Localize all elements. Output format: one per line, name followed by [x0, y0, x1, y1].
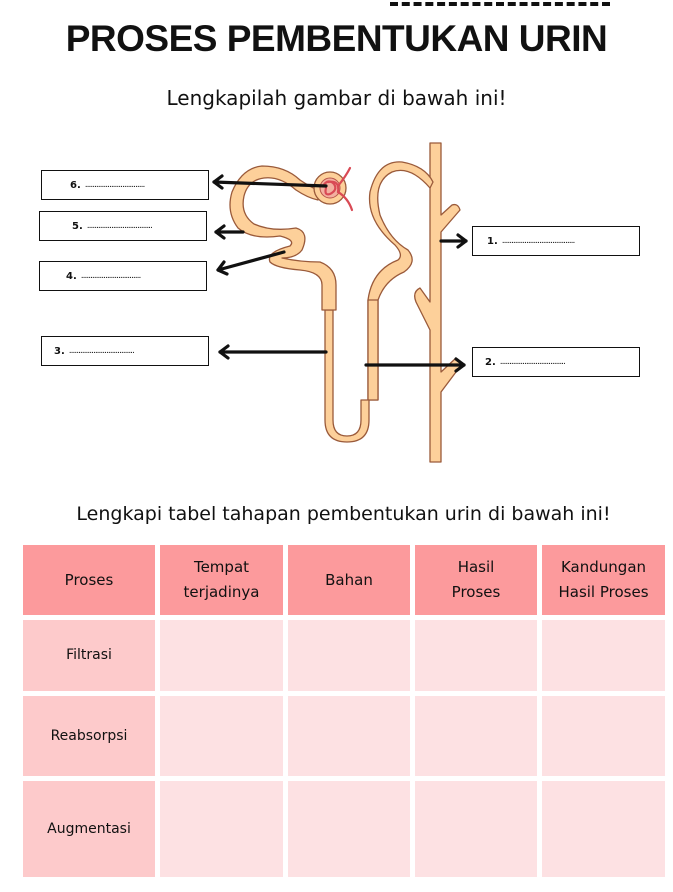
diagram-instruction: Lengkapilah gambar di bawah ini! [166, 86, 507, 110]
answer-blank[interactable]: ....................................... [501, 236, 575, 246]
collecting-duct [415, 143, 460, 462]
answer-blank[interactable]: ................................ [84, 180, 145, 190]
header-text: Proses [64, 570, 114, 589]
label-box-6[interactable] [41, 170, 209, 200]
header-text: Tempat [193, 558, 250, 576]
label-number: 4. [66, 270, 77, 282]
answer-blank[interactable]: ................................... [86, 221, 152, 231]
answer-blank[interactable]: ................................ [80, 271, 141, 281]
answer-cell[interactable] [415, 696, 537, 776]
column-header-kandungan [542, 545, 665, 615]
row-header-augmentasi: Augmentasi [23, 781, 155, 877]
row-header-reabsorpsi: Reabsorpsi [23, 696, 155, 776]
header-text: Hasil [457, 558, 495, 576]
answer-cell[interactable] [288, 620, 410, 691]
label-number: 6. [70, 179, 81, 191]
column-header-tempat [160, 545, 283, 615]
answer-cell[interactable] [542, 696, 665, 776]
label-number: 3. [54, 345, 65, 357]
column-header-bahan [288, 545, 410, 615]
label-number: 2. [485, 356, 496, 368]
name-blank-line[interactable] [390, 2, 610, 12]
pointer-arrows [214, 176, 466, 371]
header-text: terjadinya [183, 583, 260, 601]
answer-cell[interactable] [542, 781, 665, 877]
header-text: Kandungan [560, 558, 647, 576]
answer-cell[interactable] [160, 620, 283, 691]
table-instruction: Lengkapi tabel tahapan pembentukan urin di bawah ini! [76, 503, 611, 525]
nephron-diagram [0, 130, 673, 475]
answer-cell[interactable] [288, 696, 410, 776]
label-box-5[interactable] [39, 211, 207, 241]
label-box-1[interactable] [472, 226, 640, 256]
label-number: 1. [487, 235, 498, 247]
answer-cell[interactable] [160, 781, 283, 877]
answer-cell[interactable] [542, 620, 665, 691]
row-header-filtrasi: Filtrasi [23, 620, 155, 691]
header-text: Bahan [325, 570, 373, 589]
ascending-limb [368, 300, 378, 400]
answer-cell[interactable] [288, 781, 410, 877]
answer-cell[interactable] [415, 620, 537, 691]
loop-of-henle [325, 310, 369, 442]
label-box-2[interactable] [472, 347, 640, 377]
label-box-3[interactable] [41, 336, 209, 366]
header-text: Hasil Proses [558, 583, 649, 601]
column-header-hasil [415, 545, 537, 615]
label-number: 5. [72, 220, 83, 232]
answer-blank[interactable]: ................................... [68, 346, 134, 356]
header-text: Proses [451, 583, 501, 601]
page-title: PROSES PEMBENTUKAN URIN [65, 18, 608, 59]
answer-cell[interactable] [160, 696, 283, 776]
label-box-4[interactable] [39, 261, 207, 291]
column-header-proses [23, 545, 155, 615]
answer-cell[interactable] [415, 781, 537, 877]
answer-blank[interactable]: ................................... [499, 357, 565, 367]
